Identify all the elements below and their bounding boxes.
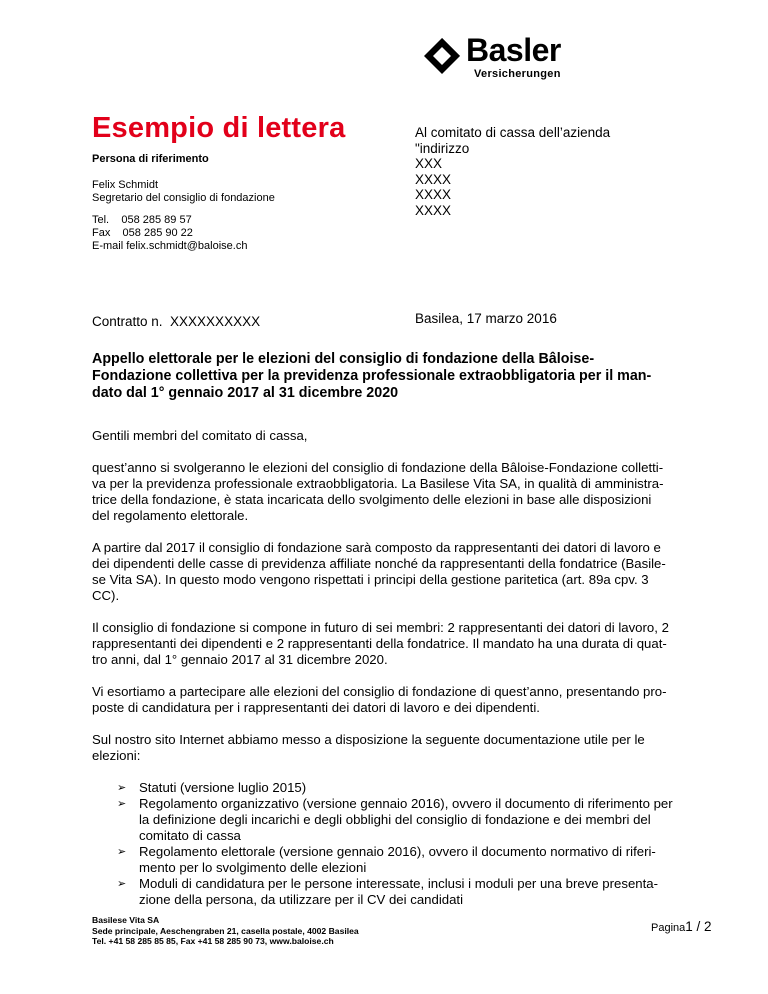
paragraph-line: trice della fondazione, è stata incaricata dello svolgimento delle elezioni in base alle disposizioni (92, 492, 652, 507)
address-line: XXXX (415, 171, 452, 187)
paragraph-line: Sul nostro sito Internet abbiamo messo a disposizione la seguente documentazione utile per le (92, 732, 645, 747)
list-item-line: Moduli di candidatura per le persone interessate, inclusi i moduli per una breve presenta- (139, 876, 659, 891)
paragraph-line: Vi esortiamo a partecipare alle elezioni del consiglio di fondazione di quest’anno, presentando pro- (92, 684, 667, 699)
address-line: Al comitato di cassa dell’azienda (415, 125, 611, 140)
list-item (92, 876, 714, 908)
list-item-line: zione della persona, da utilizzare per il CV dei candidati (139, 892, 464, 907)
list-item-line: Regolamento elettorale (versione gennaio 2016), ovvero il documento normativo di riferi- (139, 844, 656, 859)
address-line: "indirizzo (415, 140, 470, 156)
page-number: 1 / 2 (685, 919, 712, 934)
contact-details (92, 214, 247, 253)
contact-name: Felix Schmidt (92, 179, 159, 191)
list-item (92, 796, 714, 844)
paragraph-1 (92, 460, 714, 524)
salutation: Gentili membri del comitato di cassa, (92, 428, 308, 443)
subject-line: Appello elettorale per le elezioni del consiglio di fondazione della Bâloise- (92, 351, 595, 367)
list-item-line: la definizione degli incarichi e degli obblighi del consiglio di fondazione e dei membri del (139, 812, 651, 827)
subject-line: dato dal 1° gennaio 2017 al 31 dicembre 2020 (92, 385, 399, 401)
paragraph-line: va per la previdenza professionale extraobbligatoria. La Basilese Vita SA, in qualità di amministra- (92, 476, 664, 491)
paragraph-4 (92, 684, 714, 716)
list-item-line: Statuti (versione luglio 2015) (139, 780, 307, 795)
page-title: Esempio di lettera (92, 112, 346, 144)
arrow-bullet-icon: ➢ (117, 846, 127, 858)
contact-block (92, 179, 275, 205)
footer-company: Basilese Vita SA (92, 915, 160, 925)
paragraph-line: elezioni: (92, 748, 141, 763)
contact-email: E-mail felix.schmidt@baloise.ch (92, 240, 248, 252)
address-line: XXXX (415, 187, 452, 202)
arrow-bullet-icon: ➢ (117, 782, 127, 794)
contact-role: Segretario del consiglio di fondazione (92, 192, 275, 204)
contact-label: Persona di riferimento (92, 153, 209, 165)
paragraph-line: CC). (92, 588, 120, 603)
basler-logo (422, 32, 582, 86)
contact-tel: Tel. 058 285 89 57 (92, 214, 192, 226)
paragraph-2 (92, 540, 714, 604)
list-item-line: mento per lo svolgimento delle elezioni (139, 860, 367, 875)
page-indicator (651, 919, 712, 934)
page-footer (92, 915, 359, 947)
letter-subject (92, 351, 712, 402)
list-item-line: comitato di cassa (139, 828, 241, 843)
paragraph-line: rappresentanti dei dipendenti e 2 rappresentanti della fondatrice. Il mandato ha una durata di quat- (92, 636, 667, 651)
logo-subtitle: Versicherungen (474, 68, 561, 80)
paragraph-line: quest’anno si svolgeranno le elezioni del consiglio di fondazione della Bâloise-Fondazione colletti- (92, 460, 664, 475)
list-item (92, 844, 714, 876)
basler-diamond-icon (422, 36, 462, 76)
address-line: XXX (415, 156, 443, 171)
paragraph-line: dei dipendenti delle casse di previdenza affiliate nonché da rappresentanti della fondatrice (Basile- (92, 556, 666, 571)
page-label: Pagina (651, 922, 686, 934)
address-line: XXXX (415, 202, 452, 218)
letter-date: Basilea, 17 marzo 2016 (415, 311, 557, 326)
footer-contacts: Tel. +41 58 285 85 85, Fax +41 58 285 90 73, www.baloise.ch (92, 936, 334, 946)
subject-line: Fondazione collettiva per la previdenza professionale extraobbligatoria per il man- (92, 368, 652, 384)
paragraph-line: tro anni, dal 1° gennaio 2017 al 31 dicembre 2020. (92, 652, 388, 667)
recipient-address (415, 125, 610, 218)
footer-address: Sede principale, Aeschengraben 21, casella postale, 4002 Basilea (92, 925, 359, 936)
contract-number: Contratto n. XXXXXXXXXX (92, 314, 261, 329)
paragraph-line: poste di candidatura per i rappresentanti dei datori di lavoro e dei dipendenti. (92, 700, 540, 715)
paragraph-5 (92, 732, 714, 764)
paragraph-3 (92, 620, 714, 668)
list-item-line: Regolamento organizzativo (versione gennaio 2016), ovvero il documento di riferimento per (139, 796, 673, 811)
paragraph-line: del regolamento elettorale. (92, 508, 249, 523)
list-item (92, 780, 714, 796)
arrow-bullet-icon: ➢ (117, 798, 127, 810)
paragraph-line: Il consiglio di fondazione si compone in futuro di sei membri: 2 rappresentanti dei datori di lavoro, 2 (92, 620, 669, 635)
document-list (92, 780, 714, 908)
paragraph-line: se Vita SA). In questo modo vengono rispettati i principi della gestione paritetica (art. 89a cpv. 3 (92, 572, 649, 587)
paragraph-line: A partire dal 2017 il consiglio di fondazione sarà composto da rappresentanti dei datori di lavoro e (92, 540, 661, 555)
logo-wordmark: Basler (466, 32, 561, 68)
letter-body (92, 428, 714, 908)
contact-fax: Fax 058 285 90 22 (92, 227, 193, 239)
arrow-bullet-icon: ➢ (117, 878, 127, 890)
